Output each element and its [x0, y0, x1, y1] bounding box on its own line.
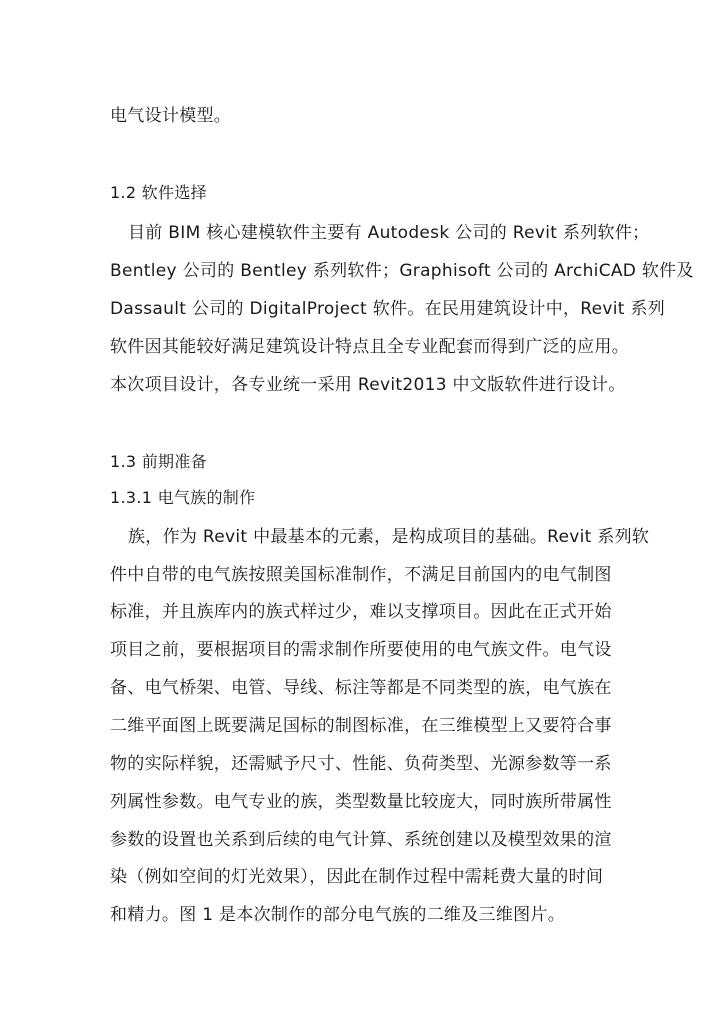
section-1-3-1-paragraph-line: 列属性参数。电气专业的族，类型数量比较庞大，同时族所带属性 — [110, 792, 612, 812]
section-1-3-1-paragraph-line: 备、电气桥架、电管、导线、标注等都是不同类型的族，电气族在 — [110, 678, 612, 698]
section-1-2-paragraph-line: 目前 BIM 核心建模软件主要有 Autodesk 公司的 Revit 系列软件； — [128, 223, 650, 243]
section-1-3-1-paragraph-line: 和精力。图 1 是本次制作的部分电气族的二维及三维图片。 — [110, 905, 566, 925]
section-1-3-1-paragraph-line: 参数的设置也关系到后续的电气计算、系统创建以及模型效果的渲 — [110, 830, 612, 850]
section-1-2-paragraph-line: Dassault 公司的 DigitalProject 软件。在民用建筑设计中，Revit 系列 — [110, 299, 666, 319]
section-1-3-1-paragraph-line: 标准，并且族库内的族式样过少，难以支撑项目。因此在正式开始 — [110, 602, 612, 622]
section-1-3-1-paragraph-line: 件中自带的电气族按照美国标准制作，不满足目前国内的电气制图 — [110, 565, 612, 585]
section-1-2-paragraph-line: 本次项目设计，各专业统一采用 Revit2013 中文版软件进行设计。 — [110, 375, 626, 395]
section-1-3-1-paragraph-line: 族，作为 Revit 中最基本的元素，是构成项目的基础。Revit 系列软 — [128, 527, 650, 547]
section-1-3-1-paragraph-line: 物的实际样貌，还需赋予尺寸、性能、负荷类型、光源参数等一系 — [110, 754, 612, 774]
section-1-3-1-heading: 1.3.1 电气族的制作 — [110, 488, 256, 507]
section-1-2-heading: 1.2 软件选择 — [110, 183, 207, 202]
section-1-2-paragraph-line: 软件因其能较好满足建筑设计特点且全专业配套而得到广泛的应用。 — [110, 337, 629, 357]
intro-tail-text: 电气设计模型。 — [110, 106, 232, 126]
section-1-3-heading: 1.3 前期准备 — [110, 452, 207, 471]
section-1-2-paragraph-line: Bentley 公司的 Bentley 系列软件；Graphisoft 公司的 ArchiCAD 软件及 — [110, 261, 694, 281]
section-1-3-1-paragraph-line: 项目之前，要根据项目的需求制作所要使用的电气族文件。电气设 — [110, 640, 612, 660]
section-1-3-1-paragraph-line: 染（例如空间的灯光效果），因此在制作过程中需耗费大量的时间 — [110, 867, 604, 887]
section-1-3-1-paragraph-line: 二维平面图上既要满足国标的制图标准，在三维模型上又要符合事 — [110, 716, 612, 736]
